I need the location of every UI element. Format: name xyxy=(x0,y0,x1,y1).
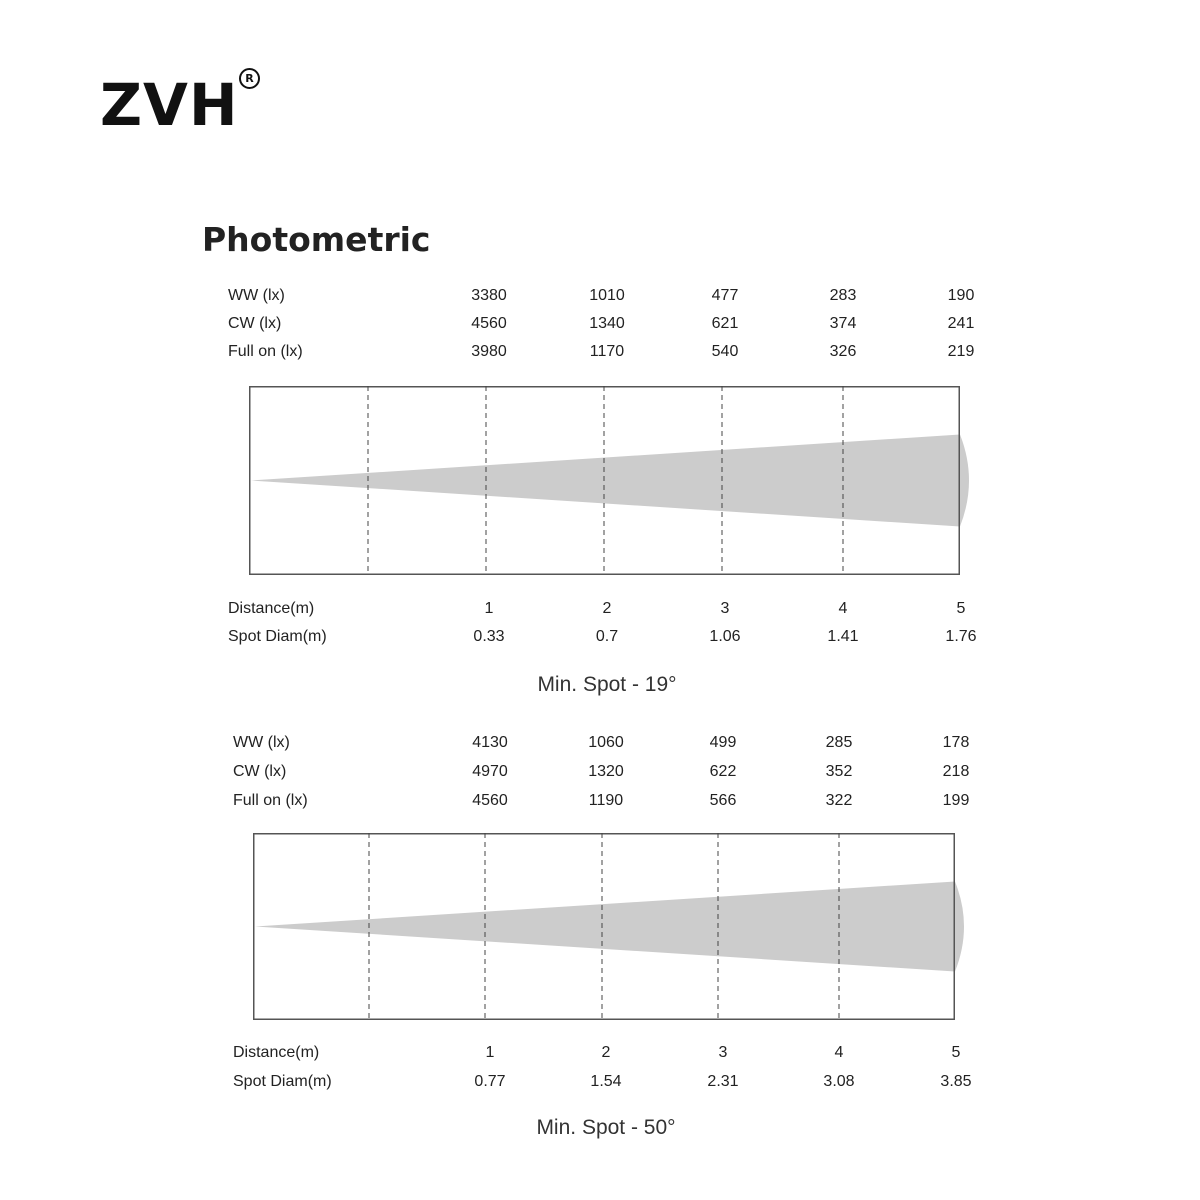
data-label: 2.31 xyxy=(707,1073,739,1090)
beam-cone xyxy=(255,882,964,972)
data-label: 540 xyxy=(711,343,739,360)
data-label: 190 xyxy=(947,287,975,304)
x-tick-label: 5 xyxy=(951,1044,961,1061)
x-tick-label: 4 xyxy=(834,1044,844,1061)
data-label: 1.41 xyxy=(827,628,859,645)
data-label: 0.77 xyxy=(474,1073,506,1090)
data-label: 4560 xyxy=(471,315,507,332)
data-label: 1320 xyxy=(588,763,624,780)
data-label: 4560 xyxy=(472,792,508,809)
data-label: 3.85 xyxy=(940,1073,972,1090)
data-label: 218 xyxy=(942,763,970,780)
brand-logo: ZVH xyxy=(100,71,239,139)
data-label: 241 xyxy=(947,315,975,332)
chart-title: Min. Spot - 50° xyxy=(536,1116,676,1139)
data-label: 1170 xyxy=(589,343,625,360)
x-tick-label: 3 xyxy=(718,1044,728,1061)
data-label: 219 xyxy=(947,343,975,360)
data-label: 1.54 xyxy=(590,1073,622,1090)
data-label: 1010 xyxy=(589,287,625,304)
data-label: 1060 xyxy=(588,734,624,751)
data-label: 1340 xyxy=(589,315,625,332)
data-label: 0.7 xyxy=(595,628,619,645)
data-label: 499 xyxy=(709,734,737,751)
row-label: WW (lx) xyxy=(233,734,290,751)
beam-diagram xyxy=(253,833,975,1020)
data-label: 374 xyxy=(829,315,857,332)
data-label: 3980 xyxy=(471,343,507,360)
registered-mark-icon: R xyxy=(239,68,260,89)
page-title: Photometric xyxy=(202,220,431,259)
spot-diam-label: Spot Diam(m) xyxy=(233,1073,332,1090)
x-tick-label: 1 xyxy=(485,1044,495,1061)
data-label: 1.06 xyxy=(709,628,741,645)
x-tick-label: 5 xyxy=(956,600,966,617)
data-label: 326 xyxy=(829,343,857,360)
data-label: 178 xyxy=(942,734,970,751)
row-label: WW (lx) xyxy=(228,287,285,304)
x-tick-label: 2 xyxy=(602,600,612,617)
data-label: 3.08 xyxy=(823,1073,855,1090)
data-label: 0.33 xyxy=(473,628,505,645)
data-label: 477 xyxy=(711,287,739,304)
data-label: 1.76 xyxy=(945,628,977,645)
data-label: 621 xyxy=(711,315,739,332)
data-label: 3380 xyxy=(471,287,507,304)
data-label: 352 xyxy=(825,763,853,780)
beam-diagram xyxy=(249,386,980,575)
data-label: 285 xyxy=(825,734,853,751)
x-tick-label: 3 xyxy=(720,600,730,617)
chart-title: Min. Spot - 19° xyxy=(537,673,677,696)
row-label: Full on (lx) xyxy=(233,792,308,809)
row-label: CW (lx) xyxy=(228,315,282,332)
distance-label: Distance(m) xyxy=(228,600,315,617)
row-label: CW (lx) xyxy=(233,763,287,780)
x-tick-label: 1 xyxy=(484,600,494,617)
data-label: 4970 xyxy=(472,763,508,780)
beam-cone xyxy=(251,435,969,527)
data-label: 1190 xyxy=(588,792,624,809)
x-tick-label: 2 xyxy=(601,1044,611,1061)
spot-diam-label: Spot Diam(m) xyxy=(228,628,327,645)
distance-label: Distance(m) xyxy=(233,1044,320,1061)
data-label: 199 xyxy=(942,792,970,809)
x-tick-label: 4 xyxy=(838,600,848,617)
data-label: 4130 xyxy=(472,734,508,751)
row-label: Full on (lx) xyxy=(228,343,303,360)
data-label: 322 xyxy=(825,792,853,809)
data-label: 622 xyxy=(709,763,737,780)
data-label: 283 xyxy=(829,287,857,304)
data-label: 566 xyxy=(709,792,737,809)
